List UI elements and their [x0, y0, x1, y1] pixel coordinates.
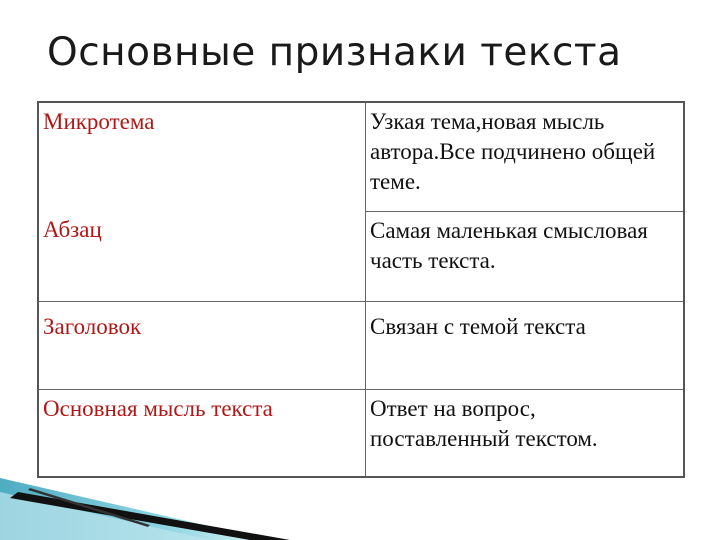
decorative-swoosh [0, 440, 720, 540]
term-cell: Микротема [43, 109, 155, 134]
term-cell: Абзац [38, 211, 366, 301]
slide-title: Основные признаки текста [47, 30, 622, 75]
table-row [38, 301, 684, 389]
features-table [37, 101, 685, 478]
description-cell: Узкая тема,новая мысль автора.Все подчинено общей теме. [366, 102, 685, 211]
description-cell: Связан с темой текста [366, 301, 685, 389]
table-row [38, 211, 684, 301]
term-cell: Основная мысль текста [43, 395, 273, 421]
description-cell: Ответ на вопрос, поставленный текстом. [366, 389, 685, 477]
table-row [38, 102, 684, 211]
description-cell: Самая маленькая смысловая часть текста. [366, 211, 685, 301]
term-cell: Заголовок [38, 301, 366, 389]
